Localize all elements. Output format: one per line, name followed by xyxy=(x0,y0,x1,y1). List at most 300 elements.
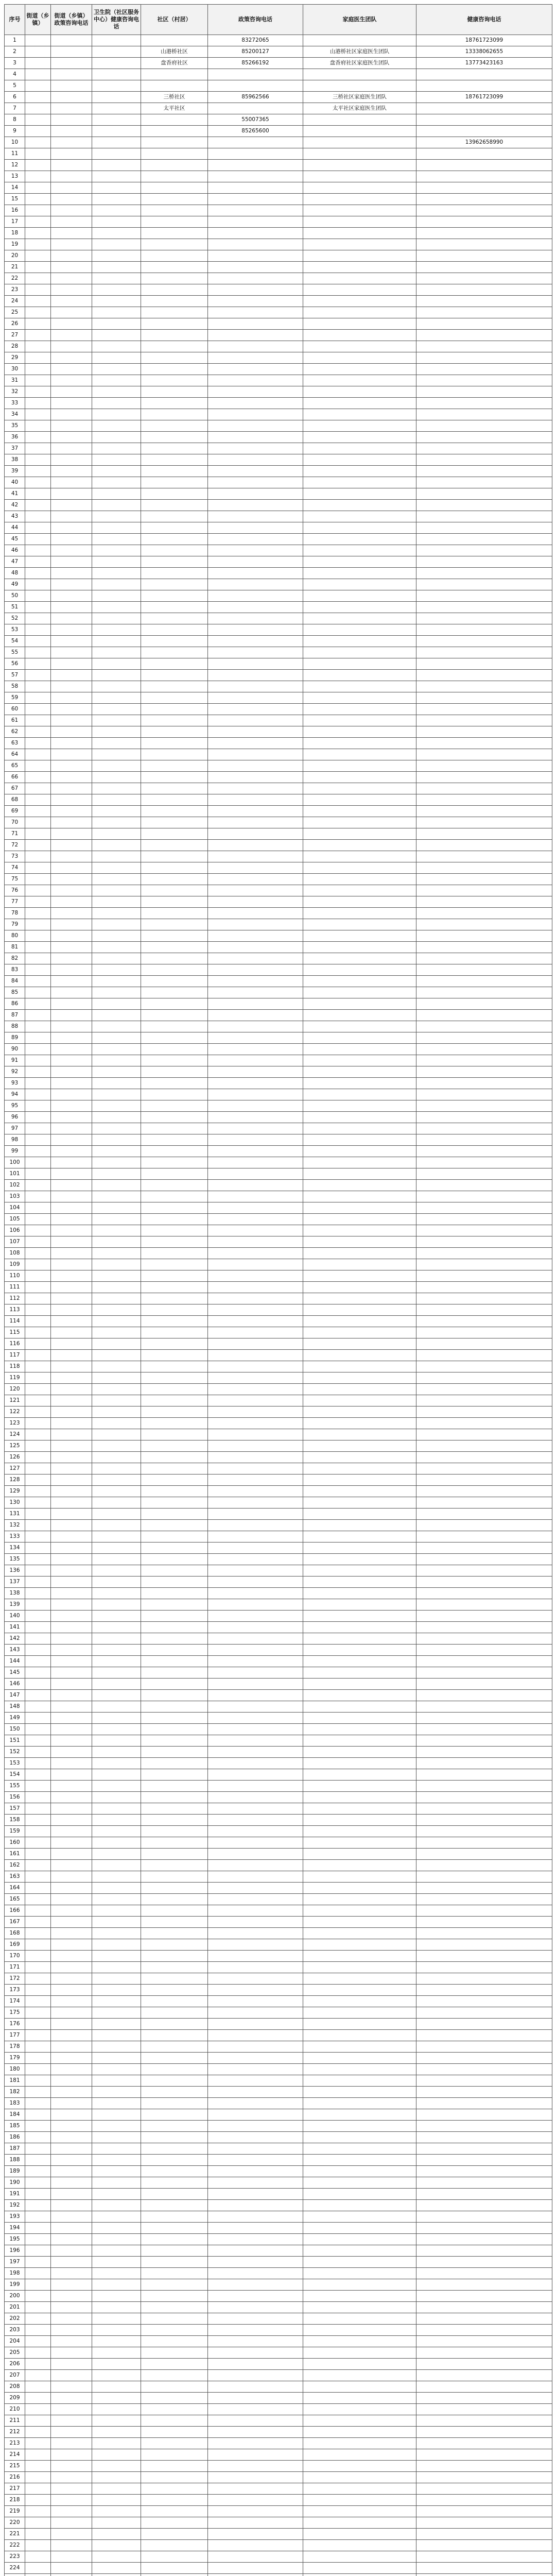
cell-street xyxy=(25,2053,51,2064)
cell-health-center-phone xyxy=(92,2245,141,2257)
cell-doctor-team xyxy=(303,126,416,137)
cell-health-phone xyxy=(416,466,552,477)
cell-policy-phone xyxy=(208,738,303,749)
cell-health-center-phone xyxy=(92,1327,141,1338)
cell-doctor-team xyxy=(303,738,416,749)
cell-doctor-team xyxy=(303,1577,416,1588)
cell-community xyxy=(141,2495,208,2506)
cell-community xyxy=(141,318,208,330)
cell-policy-phone xyxy=(208,2370,303,2381)
cell-index: 153 xyxy=(5,1758,25,1769)
cell-doctor-team xyxy=(303,194,416,205)
cell-health-center-phone xyxy=(92,1531,141,1543)
table-row xyxy=(5,2415,552,2427)
cell-street-phone xyxy=(51,35,92,46)
cell-street xyxy=(25,783,51,794)
cell-health-phone xyxy=(416,738,552,749)
cell-community xyxy=(141,137,208,148)
cell-health-phone xyxy=(416,1078,552,1089)
cell-street xyxy=(25,2200,51,2211)
cell-community xyxy=(141,1032,208,1044)
cell-health-center-phone xyxy=(92,398,141,409)
cell-health-center-phone xyxy=(92,1928,141,1939)
cell-health-phone xyxy=(416,2517,552,2529)
table-row xyxy=(5,35,552,46)
cell-street xyxy=(25,2506,51,2517)
cell-index: 87 xyxy=(5,1010,25,1021)
table-row xyxy=(5,1475,552,1486)
cell-health-phone xyxy=(416,772,552,783)
cell-community xyxy=(141,1418,208,1429)
cell-street xyxy=(25,2223,51,2234)
cell-community xyxy=(141,987,208,998)
cell-community xyxy=(141,1871,208,1883)
cell-index: 1 xyxy=(5,35,25,46)
table-row xyxy=(5,2177,552,2189)
cell-doctor-team xyxy=(303,2223,416,2234)
cell-health-phone xyxy=(416,2019,552,2030)
cell-health-phone xyxy=(416,2381,552,2393)
table-row xyxy=(5,2223,552,2234)
cell-street-phone xyxy=(51,194,92,205)
table-row xyxy=(5,466,552,477)
cell-index: 78 xyxy=(5,908,25,919)
cell-index: 145 xyxy=(5,1667,25,1679)
table-row xyxy=(5,1055,552,1066)
cell-health-phone xyxy=(416,432,552,443)
cell-street xyxy=(25,216,51,228)
cell-health-phone xyxy=(416,171,552,182)
cell-policy-phone xyxy=(208,930,303,942)
cell-community xyxy=(141,194,208,205)
cell-health-phone xyxy=(416,806,552,817)
cell-doctor-team xyxy=(303,2257,416,2268)
cell-doctor-team xyxy=(303,1395,416,1406)
table-row xyxy=(5,2007,552,2019)
cell-community xyxy=(141,772,208,783)
cell-doctor-team xyxy=(303,681,416,692)
cell-index: 3 xyxy=(5,58,25,69)
cell-health-center-phone xyxy=(92,1622,141,1633)
cell-health-phone xyxy=(416,1032,552,1044)
cell-community xyxy=(141,1259,208,1270)
cell-doctor-team xyxy=(303,160,416,171)
cell-policy-phone xyxy=(208,2393,303,2404)
table-row xyxy=(5,1361,552,1372)
cell-index: 52 xyxy=(5,613,25,624)
cell-health-phone xyxy=(416,545,552,556)
cell-health-center-phone xyxy=(92,1100,141,1112)
cell-street xyxy=(25,1781,51,1792)
cell-health-phone xyxy=(416,2336,552,2347)
cell-community xyxy=(141,2449,208,2461)
cell-street xyxy=(25,1667,51,1679)
cell-community xyxy=(141,511,208,522)
cell-health-center-phone xyxy=(92,851,141,862)
cell-policy-phone xyxy=(208,69,303,80)
cell-health-center-phone xyxy=(92,1713,141,1724)
cell-community xyxy=(141,1270,208,1282)
cell-street-phone xyxy=(51,2449,92,2461)
table-row xyxy=(5,330,552,341)
cell-street-phone xyxy=(51,58,92,69)
cell-policy-phone xyxy=(208,1792,303,1803)
cell-doctor-team xyxy=(303,466,416,477)
cell-policy-phone xyxy=(208,2302,303,2313)
cell-street xyxy=(25,1962,51,1973)
cell-index: 213 xyxy=(5,2438,25,2449)
cell-policy-phone xyxy=(208,1849,303,1860)
cell-street xyxy=(25,250,51,262)
cell-street xyxy=(25,1202,51,1214)
cell-index: 9 xyxy=(5,126,25,137)
table-row xyxy=(5,534,552,545)
cell-health-center-phone xyxy=(92,772,141,783)
cell-street-phone xyxy=(51,636,92,647)
cell-policy-phone xyxy=(208,749,303,760)
cell-community xyxy=(141,613,208,624)
cell-health-phone xyxy=(416,715,552,726)
table-row xyxy=(5,250,552,262)
table-row xyxy=(5,114,552,126)
cell-street xyxy=(25,2563,51,2574)
cell-policy-phone xyxy=(208,137,303,148)
cell-health-phone xyxy=(416,2551,552,2563)
cell-index: 86 xyxy=(5,998,25,1010)
cell-index: 91 xyxy=(5,1055,25,1066)
cell-health-phone xyxy=(416,1168,552,1180)
cell-policy-phone xyxy=(208,103,303,114)
cell-health-phone xyxy=(416,2574,552,2576)
cell-street xyxy=(25,1100,51,1112)
cell-street-phone xyxy=(51,1781,92,1792)
cell-health-center-phone xyxy=(92,1611,141,1622)
cell-policy-phone xyxy=(208,772,303,783)
cell-health-center-phone xyxy=(92,284,141,296)
cell-doctor-team xyxy=(303,715,416,726)
cell-policy-phone: 85200127 xyxy=(208,46,303,58)
cell-index: 14 xyxy=(5,182,25,194)
cell-street xyxy=(25,2370,51,2381)
cell-health-center-phone xyxy=(92,1406,141,1418)
cell-street xyxy=(25,930,51,942)
cell-street-phone xyxy=(51,1021,92,1032)
cell-health-phone xyxy=(416,250,552,262)
cell-community xyxy=(141,749,208,760)
cell-policy-phone xyxy=(208,2075,303,2087)
cell-community xyxy=(141,273,208,284)
cell-policy-phone xyxy=(208,2517,303,2529)
cell-street xyxy=(25,2087,51,2098)
cell-community xyxy=(141,1191,208,1202)
cell-health-phone xyxy=(416,976,552,987)
cell-policy-phone xyxy=(208,1894,303,1905)
cell-street xyxy=(25,1679,51,1690)
cell-doctor-team xyxy=(303,1996,416,2007)
cell-street-phone xyxy=(51,1010,92,1021)
cell-street xyxy=(25,1304,51,1316)
table-row xyxy=(5,2257,552,2268)
cell-street xyxy=(25,126,51,137)
table-row xyxy=(5,1565,552,1577)
cell-index: 67 xyxy=(5,783,25,794)
cell-doctor-team xyxy=(303,205,416,216)
cell-community xyxy=(141,2030,208,2041)
table-row xyxy=(5,137,552,148)
cell-health-phone xyxy=(416,1214,552,1225)
cell-doctor-team xyxy=(303,1452,416,1463)
table-row xyxy=(5,1384,552,1395)
cell-street xyxy=(25,1939,51,1951)
cell-street xyxy=(25,1928,51,1939)
table-row xyxy=(5,692,552,704)
cell-street xyxy=(25,2551,51,2563)
cell-community xyxy=(141,171,208,182)
cell-street xyxy=(25,1577,51,1588)
cell-street-phone xyxy=(51,1769,92,1781)
cell-community xyxy=(141,386,208,398)
cell-index: 94 xyxy=(5,1089,25,1100)
cell-community xyxy=(141,1860,208,1871)
cell-health-center-phone xyxy=(92,2302,141,2313)
cell-street xyxy=(25,1860,51,1871)
cell-doctor-team xyxy=(303,1939,416,1951)
cell-health-center-phone xyxy=(92,375,141,386)
cell-policy-phone xyxy=(208,2166,303,2177)
cell-health-phone xyxy=(416,2245,552,2257)
cell-health-phone xyxy=(416,568,552,579)
cell-street xyxy=(25,1588,51,1599)
cell-street xyxy=(25,2495,51,2506)
table-row xyxy=(5,409,552,420)
cell-health-center-phone xyxy=(92,1304,141,1316)
cell-street xyxy=(25,2030,51,2041)
cell-community xyxy=(141,330,208,341)
cell-street-phone xyxy=(51,1338,92,1350)
cell-policy-phone xyxy=(208,1611,303,1622)
cell-health-phone xyxy=(416,1384,552,1395)
cell-health-center-phone xyxy=(92,1951,141,1962)
cell-health-phone xyxy=(416,1747,552,1758)
cell-health-phone xyxy=(416,817,552,828)
cell-health-center-phone xyxy=(92,409,141,420)
cell-policy-phone xyxy=(208,2041,303,2053)
cell-community xyxy=(141,2223,208,2234)
cell-street-phone xyxy=(51,1588,92,1599)
cell-health-phone xyxy=(416,398,552,409)
cell-community xyxy=(141,1883,208,1894)
cell-policy-phone xyxy=(208,1928,303,1939)
cell-policy-phone xyxy=(208,330,303,341)
cell-street-phone xyxy=(51,681,92,692)
cell-street-phone xyxy=(51,919,92,930)
cell-policy-phone xyxy=(208,477,303,488)
cell-index: 179 xyxy=(5,2053,25,2064)
cell-doctor-team xyxy=(303,1713,416,1724)
cell-street-phone xyxy=(51,2245,92,2257)
cell-health-center-phone xyxy=(92,1849,141,1860)
cell-street xyxy=(25,398,51,409)
cell-community xyxy=(141,1168,208,1180)
cell-doctor-team: 山港桥社区家庭医生团队 xyxy=(303,46,416,58)
cell-health-center-phone xyxy=(92,2427,141,2438)
cell-community xyxy=(141,2121,208,2132)
cell-index: 170 xyxy=(5,1951,25,1962)
cell-street xyxy=(25,987,51,998)
cell-street-phone xyxy=(51,647,92,658)
cell-street-phone xyxy=(51,2415,92,2427)
cell-community xyxy=(141,454,208,466)
cell-health-center-phone xyxy=(92,1554,141,1565)
table-row xyxy=(5,1905,552,1917)
cell-doctor-team xyxy=(303,636,416,647)
cell-street-phone xyxy=(51,2279,92,2291)
table-row xyxy=(5,341,552,352)
cell-street-phone xyxy=(51,398,92,409)
cell-community xyxy=(141,2404,208,2415)
table-row xyxy=(5,806,552,817)
cell-health-phone xyxy=(416,1781,552,1792)
cell-health-center-phone xyxy=(92,1486,141,1497)
cell-index: 208 xyxy=(5,2381,25,2393)
cell-health-center-phone xyxy=(92,568,141,579)
cell-policy-phone xyxy=(208,579,303,590)
cell-health-phone xyxy=(416,1361,552,1372)
cell-policy-phone xyxy=(208,1837,303,1849)
cell-policy-phone xyxy=(208,1463,303,1475)
cell-street-phone xyxy=(51,2200,92,2211)
table-row xyxy=(5,2427,552,2438)
cell-health-phone xyxy=(416,352,552,364)
cell-health-phone xyxy=(416,216,552,228)
cell-street-phone xyxy=(51,1656,92,1667)
cell-health-phone xyxy=(416,2200,552,2211)
cell-policy-phone xyxy=(208,466,303,477)
cell-community xyxy=(141,1815,208,1826)
cell-street-phone xyxy=(51,1973,92,1985)
cell-health-center-phone xyxy=(92,874,141,885)
cell-health-center-phone xyxy=(92,2132,141,2143)
cell-health-phone xyxy=(416,1599,552,1611)
cell-health-phone xyxy=(416,2087,552,2098)
table-row xyxy=(5,1894,552,1905)
cell-policy-phone xyxy=(208,2268,303,2279)
cell-street-phone xyxy=(51,2121,92,2132)
cell-street xyxy=(25,1452,51,1463)
table-row xyxy=(5,964,552,976)
table-row xyxy=(5,568,552,579)
cell-community xyxy=(141,624,208,636)
cell-policy-phone xyxy=(208,2200,303,2211)
table-row xyxy=(5,398,552,409)
cell-street-phone xyxy=(51,1293,92,1304)
cell-street xyxy=(25,1633,51,1645)
cell-index: 85 xyxy=(5,987,25,998)
cell-health-center-phone xyxy=(92,2574,141,2576)
cell-health-phone xyxy=(416,2279,552,2291)
cell-street xyxy=(25,840,51,851)
cell-health-phone xyxy=(416,1475,552,1486)
cell-index: 68 xyxy=(5,794,25,806)
cell-street xyxy=(25,1905,51,1917)
cell-street-phone xyxy=(51,2427,92,2438)
cell-street xyxy=(25,964,51,976)
cell-index: 182 xyxy=(5,2087,25,2098)
cell-health-center-phone xyxy=(92,2166,141,2177)
cell-policy-phone xyxy=(208,171,303,182)
cell-health-phone xyxy=(416,2109,552,2121)
cell-street-phone xyxy=(51,500,92,511)
cell-doctor-team xyxy=(303,1769,416,1781)
table-row xyxy=(5,2189,552,2200)
cell-doctor-team xyxy=(303,1849,416,1860)
cell-community xyxy=(141,1202,208,1214)
cell-community xyxy=(141,1713,208,1724)
cell-street xyxy=(25,1168,51,1180)
cell-doctor-team xyxy=(303,454,416,466)
cell-policy-phone xyxy=(208,307,303,318)
cell-street xyxy=(25,1270,51,1282)
cell-policy-phone xyxy=(208,1112,303,1123)
cell-policy-phone: 85266192 xyxy=(208,58,303,69)
cell-index: 108 xyxy=(5,1248,25,1259)
cell-street-phone xyxy=(51,2087,92,2098)
table-row xyxy=(5,1010,552,1021)
cell-index: 34 xyxy=(5,409,25,420)
table-row xyxy=(5,1747,552,1758)
cell-health-center-phone xyxy=(92,2472,141,2483)
cell-street xyxy=(25,262,51,273)
table-header xyxy=(5,5,552,35)
cell-community xyxy=(141,250,208,262)
cell-street xyxy=(25,1112,51,1123)
table-row xyxy=(5,1452,552,1463)
cell-street xyxy=(25,817,51,828)
cell-index: 89 xyxy=(5,1032,25,1044)
cell-street xyxy=(25,1611,51,1622)
cell-doctor-team xyxy=(303,2393,416,2404)
cell-policy-phone xyxy=(208,148,303,160)
cell-index: 106 xyxy=(5,1225,25,1236)
cell-street-phone xyxy=(51,205,92,216)
cell-street xyxy=(25,692,51,704)
cell-index: 83 xyxy=(5,964,25,976)
cell-index: 37 xyxy=(5,443,25,454)
cell-health-center-phone xyxy=(92,2064,141,2075)
cell-community xyxy=(141,2155,208,2166)
cell-doctor-team xyxy=(303,352,416,364)
cell-community xyxy=(141,1055,208,1066)
cell-doctor-team xyxy=(303,1973,416,1985)
cell-health-phone xyxy=(416,1146,552,1157)
cell-health-phone xyxy=(416,409,552,420)
cell-health-phone xyxy=(416,1225,552,1236)
cell-street-phone xyxy=(51,2370,92,2381)
cell-street xyxy=(25,454,51,466)
cell-street-phone xyxy=(51,2257,92,2268)
cell-index: 114 xyxy=(5,1316,25,1327)
cell-health-center-phone xyxy=(92,114,141,126)
cell-street xyxy=(25,2064,51,2075)
cell-health-phone xyxy=(416,1883,552,1894)
cell-index: 141 xyxy=(5,1622,25,1633)
cell-policy-phone xyxy=(208,2109,303,2121)
cell-health-phone xyxy=(416,1202,552,1214)
cell-doctor-team xyxy=(303,545,416,556)
cell-doctor-team xyxy=(303,1259,416,1270)
cell-policy-phone xyxy=(208,1044,303,1055)
cell-street-phone xyxy=(51,556,92,568)
